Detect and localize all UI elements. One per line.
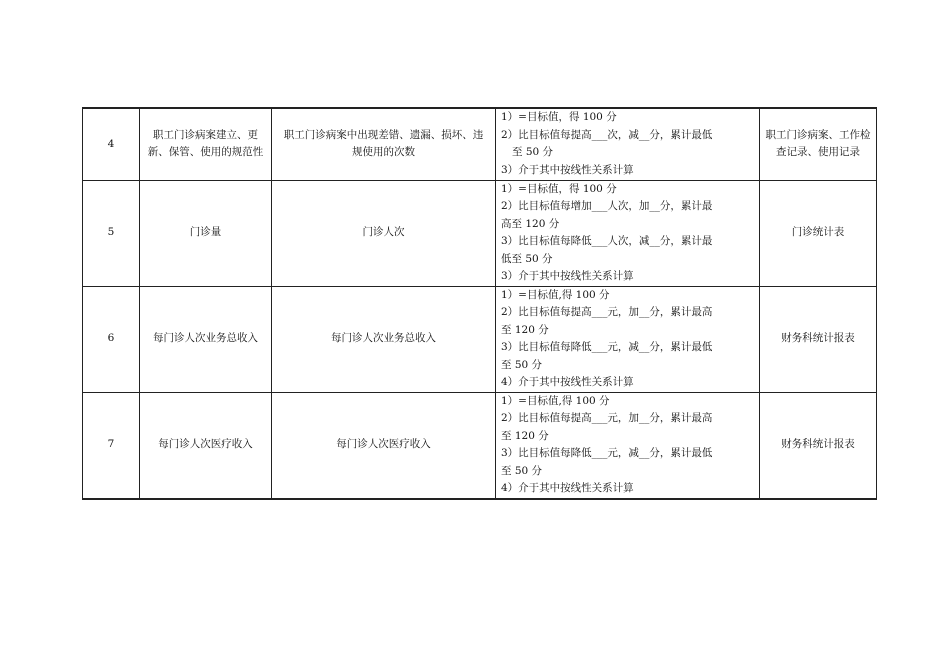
scoring-rules	[496, 108, 760, 180]
data-source: 财务科统计报表	[760, 286, 877, 392]
scoring-rule-line: 低至 50 分	[501, 252, 553, 265]
scoring-rule-line: 3）比目标值每降低___人次，减__分，累计最	[501, 235, 713, 247]
indicator-definition: 职工门诊病案中出现差错、遗漏、损坏、违规使用的次数	[272, 108, 496, 180]
scoring-rule-line: 4）介于其中按线性关系计算	[501, 376, 634, 388]
indicator-definition: 门诊人次	[272, 180, 496, 286]
data-source: 门诊统计表	[760, 180, 877, 286]
scoring-rule-line: 2）比目标值每提高___元，加__分，累计最高	[501, 412, 713, 424]
scoring-rule-line: 1）=目标值，得 100 分	[501, 182, 617, 195]
row-number: 5	[83, 180, 140, 286]
indicator-name: 门诊量	[140, 180, 272, 286]
scoring-rule-line: 至 120 分	[501, 429, 549, 442]
scoring-rule-line: 2）比目标值每提高___次，减__分，累计最低	[501, 128, 713, 141]
scoring-rule-line: 至 50 分	[512, 146, 554, 159]
indicator-name: 每门诊人次业务总收入	[140, 286, 272, 392]
scoring-rule-line: 1）=目标值，得 100 分	[501, 111, 617, 124]
scoring-rule-line: 3）比目标值每降低___元，减__分，累计最低	[501, 447, 713, 459]
row-number: 6	[83, 286, 140, 392]
scoring-rule-line: 2）比目标值每增加___人次，加__分，累计最	[501, 200, 713, 212]
scoring-rule-line: 至 50 分	[501, 464, 543, 477]
scoring-rule-line: 3）介于其中按线性关系计算	[501, 163, 634, 176]
indicator-name: 每门诊人次医疗收入	[140, 392, 272, 499]
kpi-table	[82, 107, 877, 500]
scoring-rules	[496, 286, 760, 392]
scoring-rule-line: 1）=目标值,得 100 分	[501, 394, 610, 407]
scoring-rule-line: 至 50 分	[501, 358, 543, 371]
scoring-rule-line: 高至 120 分	[501, 217, 560, 230]
scoring-rules	[496, 392, 760, 499]
indicator-definition: 每门诊人次业务总收入	[272, 286, 496, 392]
scoring-rules	[496, 180, 760, 286]
scoring-rule-line: 3）介于其中按线性关系计算	[501, 270, 634, 282]
table-row	[83, 392, 877, 499]
data-source: 财务科统计报表	[760, 392, 877, 499]
row-number: 4	[83, 108, 140, 180]
data-source: 职工门诊病案、工作检查记录、使用记录	[760, 108, 877, 180]
table-row	[83, 180, 877, 286]
indicator-definition: 每门诊人次医疗收入	[272, 392, 496, 499]
scoring-rule-line: 至 120 分	[501, 323, 549, 336]
table-row	[83, 108, 877, 180]
indicator-name: 职工门诊病案建立、更新、保管、使用的规范性	[140, 108, 272, 180]
table-row	[83, 286, 877, 392]
scoring-rule-line: 1）=目标值,得 100 分	[501, 288, 610, 301]
scoring-rule-line: 3）比目标值每降低___元，减__分，累计最低	[501, 341, 713, 353]
scoring-rule-line: 2）比目标值每提高___元，加__分，累计最高	[501, 306, 713, 318]
scoring-rule-line: 4）介于其中按线性关系计算	[501, 482, 634, 494]
row-number: 7	[83, 392, 140, 499]
